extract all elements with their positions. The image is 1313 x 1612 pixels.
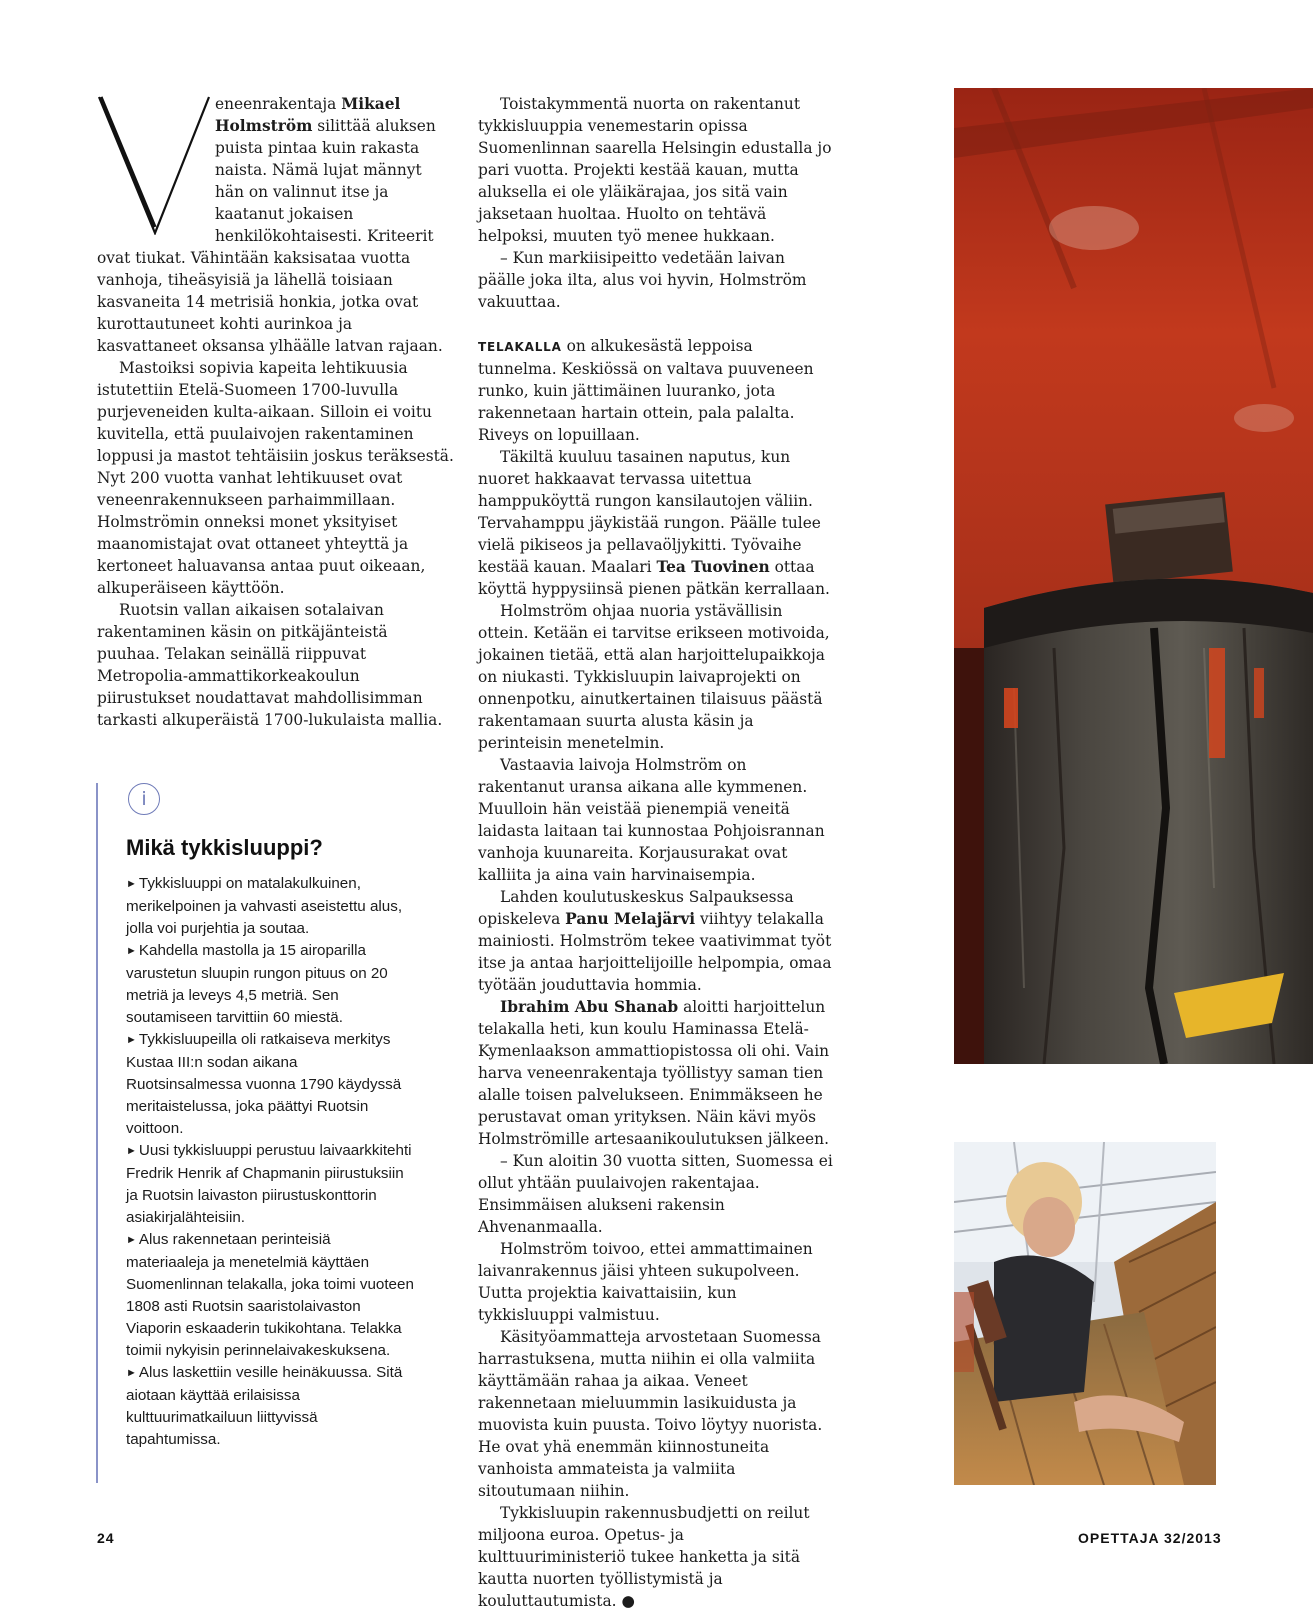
article-paragraph: Käsityöammatteja arvostetaan Suomessa harrastuksena, mutta niihin ei olla valmiita käyttämään rahaa ja aikaa. Veneet rakennetaan mieluummin lasikuidusta ja muovista kuin puusta. Toivo löytyy nuorista. He ovat yhä enemmän kiinnostuneita vanhoista ammateista ja valmiita sitoutumaan niihin. <box>478 1328 823 1500</box>
article-paragraph: – Kun aloitin 30 vuotta sitten, Suomessa ei ollut yhtään puulaivojen rakentajaa. Ensimmäisen alukseni rakensin Ahvenanmaalla. <box>478 1152 833 1236</box>
info-box-list <box>126 873 416 1451</box>
info-icon: i <box>128 783 160 815</box>
info-box-title: Mikä tykkisluuppi? <box>126 835 323 860</box>
person-name: Tea Tuovinen <box>656 558 770 576</box>
article-paragraph: Toistakymmentä nuorta on rakentanut tykkisluuppia venemestarin opissa Suomenlinnan saarella Helsingin edustalla jo pari vuotta. Projekti kestää kauan, mutta aluksella ei ole yläikärajaa, jos sitä vain jaksetaan huoltaa. Huolto on tehtävä helpoksi, muuten työ menee hukkaan. <box>478 95 832 245</box>
person-name: Mikael Holmström <box>215 95 401 135</box>
article-paragraph: Holmström toivoo, ettei ammattimainen laivanrakennus jäisi yhteen sukupolveen. Uutta projektia kaivattaisiin, kun tykkisluuppi valmistuu. <box>478 1240 813 1324</box>
article-paragraph: Holmström ohjaa nuoria ystävällisin ottein. Ketään ei tarvitse erikseen motivoida, jokainen tietää, että alan harjoittelupaikkoja on niukasti. Tykkisluupin laivaprojekti on onnenpotku, ainutkertainen tilaisuus päästä rakentamaan suurta alusta käsin ja perinteisin menetelmin. <box>478 602 830 752</box>
dropcap-v <box>97 95 215 235</box>
info-box <box>96 783 428 1483</box>
photo-worker <box>954 1142 1216 1485</box>
end-mark: ● <box>621 1592 635 1610</box>
article-paragraph: Tykkisluupin rakennusbudjetti on reilut miljoona euroa. Opetus- ja kulttuuriministeriö tukee hanketta ja sitä kautta nuorten työllistymistä ja kouluttautumista. ● <box>478 1504 810 1610</box>
section-lead-in: TELAKALLA <box>478 340 562 354</box>
info-list-item: ► Uusi tykkisluuppi perustuu laivaarkkitehti Fredrik Henrik af Chapmanin piirustuksiin ja Ruotsin laivaston piirustuskonttorin asiakirjalähteisiin. <box>126 1140 416 1229</box>
page-number: 24 <box>97 1530 115 1546</box>
article-paragraph: Ruotsin vallan aikaisen sotalaivan rakentaminen käsin on pitkäjänteistä puuhaa. Telakan seinällä riippuvat Metropolia-ammattikorkeakoulun piirustukset noudattavat mahdollisimman tarkasti alkuperäistä 1700-lukulaista mallia. <box>97 601 443 729</box>
person-name: Panu Melajärvi <box>565 910 696 928</box>
article-column-middle <box>478 93 836 1612</box>
article-paragraph: Lahden koulutuskeskus Salpauksessa opiskeleva Panu Melajärvi viihtyy telakalla mainiosti. Holmström tekee vaativimmat työt itse ja antaa harjoittelijoille helpompia, omaa työtään jouduttavia hommia. <box>478 888 832 994</box>
article-paragraph: Täkiltä kuuluu tasainen naputus, kun nuoret hakkaavat tervassa uitettua hamppuköyttä rungon kansilautojen väliin. Tervahamppu jäykistää rungon. Päälle tulee vielä pikiseos ja pellavaöljykitti. Työvaihe kestää kauan. Maalari Tea Tuovinen ottaa köyttä hyppysiinsä pienen pätkän kerrallaan. <box>478 448 830 598</box>
info-list-item: ► Alus rakennetaan perinteisiä materiaaleja ja menetelmiä käyttäen Suomenlinnan telakalla, joka toimi vuoteen 1808 asti Ruotsin saaristolaivaston Viaporin eskaaderin tukikohtana. Telakka toimii nykyisin perinnelaivakeskuksena. <box>126 1229 416 1362</box>
article-paragraph: Mastoiksi sopivia kapeita lehtikuusia istutettiin Etelä-Suomeen 1700-luvulla purjeveneiden kulta-aikaan. Silloin ei voitu kuvitella, että puulaivojen rakentaminen loppusi ja mastot tehtäisiin joskus teräksestä. Nyt 200 vuotta vanhat lehtikuuset ovat veneenrakennukseen parhaimmillaan. Holmströmin onneksi monet yksityiset maanomistajat ovat ottaneet yhteyttä ja kertoneet haluavansa antaa puut oikeaan, alkuperäiseen käyttöön. <box>97 359 454 597</box>
article-paragraph: TELAKALLA on alkukesästä leppoisa tunnelma. Keskiössä on valtava puuveneen runko, kuin jättimäinen luuranko, jota rakennetaan hartain ottein, pala palalta. Riveys on lopuillaan. <box>478 337 814 444</box>
info-list-item: ► Tykkisluupeilla oli ratkaiseva merkitys Kustaa III:n sodan aikana Ruotsinsalmessa vuonna 1790 käydyssä meritaistelussa, joka päättyi Ruotsin voittoon. <box>126 1029 416 1140</box>
info-list-item: ► Tykkisluuppi on matalakulkuinen, merikelpoinen ja vahvasti aseistettu alus, jolla voi purjehtia ja soutaa. <box>126 873 416 940</box>
photo-wooden-post <box>954 88 1313 1064</box>
magazine-issue: OPETTAJA 32/2013 <box>1078 1530 1222 1546</box>
article-paragraph: eneenrakentaja Mikael Holmström silittää aluksen puista pintaa kuin rakasta naista. Nämä lujat männyt hän on valinnut itse ja kaatanut jokaisen henkilökohtaisesti. Kriteerit ovat tiukat. Vähintään kaksisataa vuotta vanhoja, tiheäsyisiä ja lähellä toisiaan kasvaneita 14 metrisiä honkia, jotka ovat kurottautuneet kohti aurinkoa ja kasvattaneet oksansa ylhäälle latvan rajaan. <box>97 95 443 355</box>
article-paragraph: – Kun markiisipeitto vedetään laivan päälle joka ilta, alus voi hyvin, Holmström vakuuttaa. <box>478 249 807 311</box>
info-list-item: ► Alus laskettiin vesille heinäkuussa. Sitä aiotaan käyttää erilaisissa kulttuurimatkailuun liittyvissä tapahtumissa. <box>126 1362 416 1451</box>
person-name: Ibrahim Abu Shanab <box>500 998 679 1016</box>
article-column-left <box>97 93 455 731</box>
article-paragraph: Ibrahim Abu Shanab aloitti harjoittelun telakalla heti, kun koulu Haminassa Etelä-Kymenlaakson ammattiopistossa oli ohi. Vain harva veneenrakentaja työllistyy saman tien alalle toisen palvelukseen. Enimmäkseen he perustavat oman yrityksen. Näin kävi myös Holmströmille artesaanikoulutuksen jälkeen. <box>478 998 830 1148</box>
info-list-item: ► Kahdella mastolla ja 15 airoparilla varustetun sluupin rungon pituus on 20 metriä ja leveys 4,5 metriä. Sen soutamiseen tarvittiin 60 miestä. <box>126 940 416 1029</box>
article-paragraph: Vastaavia laivoja Holmström on rakentanut uransa aikana alle kymmenen. Muulloin hän veistää pienempiä veneitä laidasta laitaan tai kunnostaa Pohjoisrannan vanhoja kuunareita. Korjausurakat ovat kalliita ja aina vain harvinaisempia. <box>478 756 825 884</box>
